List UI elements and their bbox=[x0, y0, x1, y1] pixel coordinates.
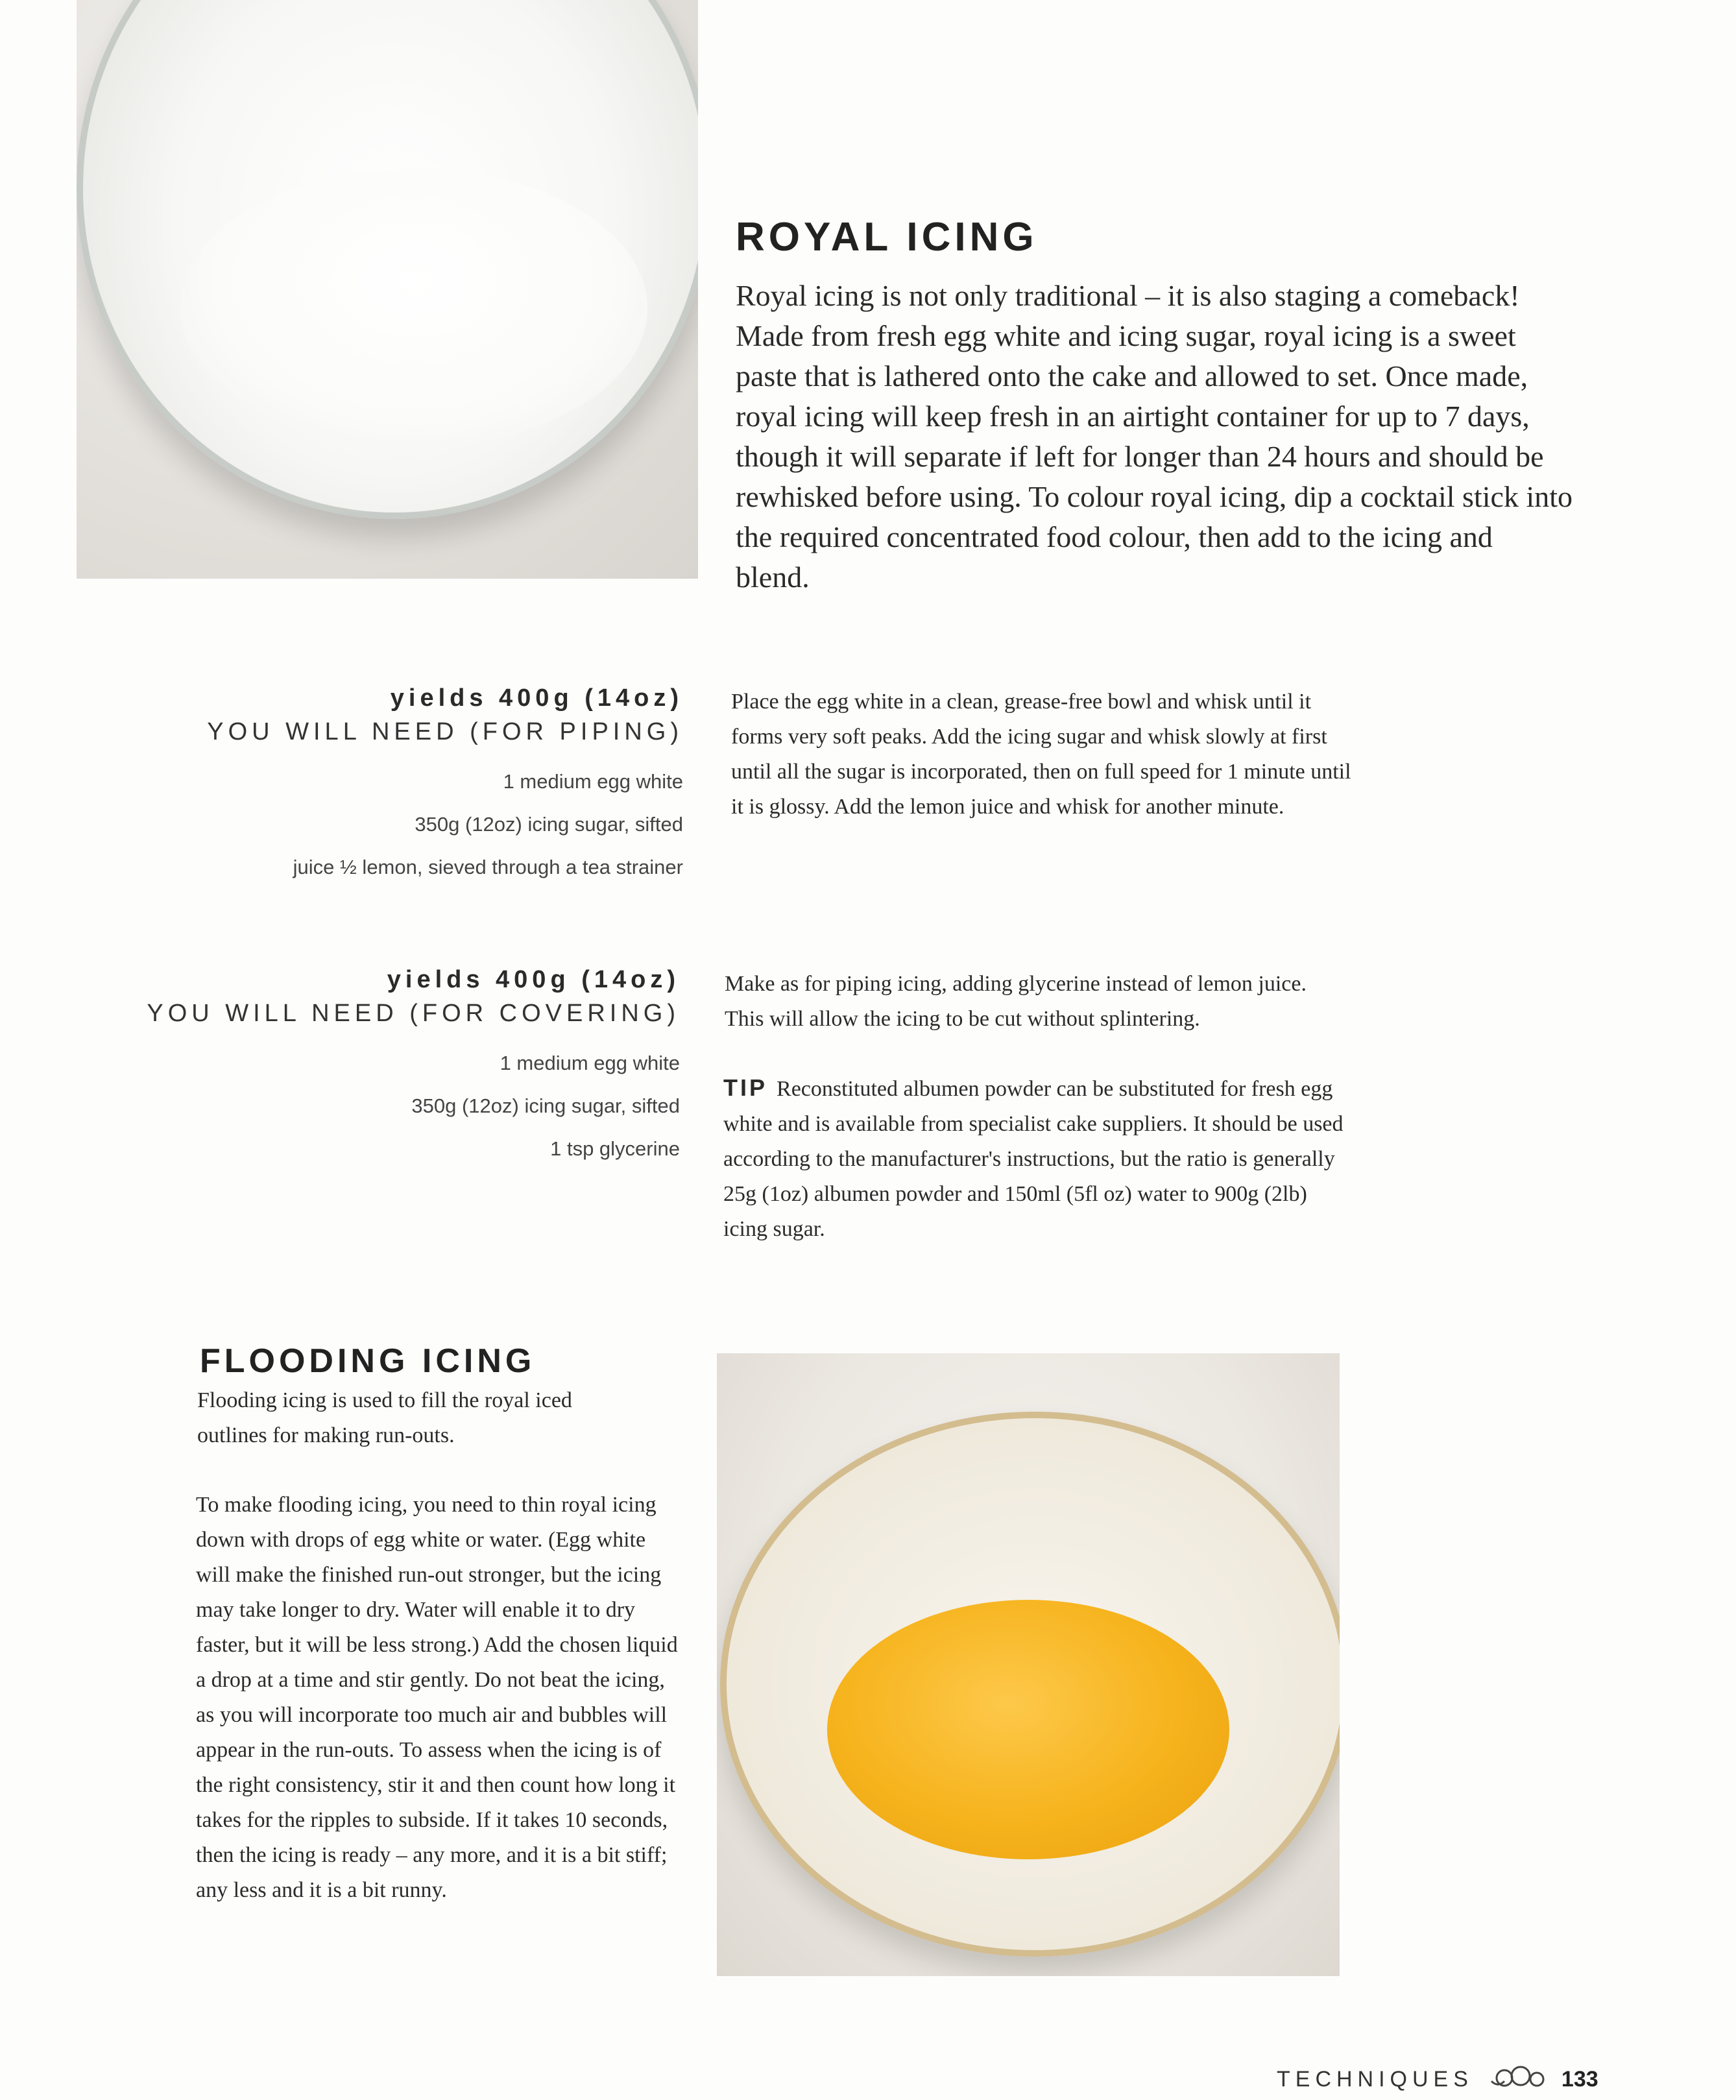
piping-spec bbox=[99, 681, 683, 889]
section-name: TECHNIQUES bbox=[1277, 2067, 1473, 2092]
ingredient: 350g (12oz) icing sugar, sifted bbox=[415, 813, 683, 836]
flooding-icing-photo bbox=[717, 1353, 1340, 1976]
royal-icing-intro: Royal icing is not only traditional – it is also staging a comeback! Made from fresh egg white and icing sugar, royal icing is a sweet paste that is lathered onto the cake and allowed to set. Once made, royal icing will keep fresh in an airtight container for up to 7 days, though it will separate if left for longer than 24 hours and should be rewhisked before using. To colour royal icing, dip a cocktail stick into the required concentrated food colour, then add to the icing and blend. bbox=[736, 279, 1573, 594]
covering-method: Make as for piping icing, adding glycerine instead of lemon juice. This will allow the icing to be cut without splintering. bbox=[725, 972, 1307, 1031]
tip-label: TIP bbox=[723, 1074, 768, 1101]
ingredient: 1 medium egg white bbox=[503, 770, 683, 793]
royal-icing-title: ROYAL ICING bbox=[736, 215, 1038, 259]
page-number: 133 bbox=[1561, 2067, 1598, 2092]
swirl-ornament-icon bbox=[1485, 2062, 1550, 2097]
white-royal-icing bbox=[180, 169, 647, 448]
ingredient: 1 medium egg white bbox=[500, 1052, 680, 1074]
covering-spec bbox=[31, 963, 680, 1170]
covering-yields: yields 400g (14oz) bbox=[387, 966, 680, 993]
ingredient: 1 tsp glycerine bbox=[550, 1137, 680, 1160]
flooding-icing-intro: Flooding icing is used to fill the royal iced outlines for making run-outs. bbox=[197, 1388, 572, 1447]
piping-method: Place the egg white in a clean, grease-free bowl and whisk until it forms very soft peaks. Add the icing sugar and whisk slowly at first until all the sugar is incorporated, then on full speed for 1 minute until it is glossy. Add the lemon juice and whisk for another minute. bbox=[731, 690, 1351, 819]
tip-text: Reconstituted albumen powder can be substituted for fresh egg white and is available from specialist cake suppliers. It should be used according to the manufacturer's instructions, but the ratio is generally 25g (1oz) albumen powder and 150ml (5fl oz) water to 900g (2lb) icing sugar. bbox=[723, 1077, 1344, 1241]
flooding-icing-title: FLOODING ICING bbox=[200, 1342, 536, 1380]
piping-yields: yields 400g (14oz) bbox=[390, 684, 683, 712]
tip-box bbox=[723, 1070, 1346, 1247]
ingredient: juice ½ lemon, sieved through a tea strainer bbox=[293, 856, 683, 878]
ingredient: 350g (12oz) icing sugar, sifted bbox=[411, 1094, 680, 1117]
covering-heading: YOU WILL NEED (FOR COVERING) bbox=[147, 1000, 680, 1027]
royal-icing-photo bbox=[77, 0, 698, 579]
flooding-icing-body: To make flooding icing, you need to thin royal icing down with drops of egg white or water. (Egg white will make the finished run-out stronger, but the icing may take longer to dry. Water will enable it to dry faster, but it will be less strong.) Add the chosen liquid a drop at a time and stir gently. Do not beat the icing, as you will incorporate too much air and bubbles will appear in the run-outs. To assess when the icing is of the right consistency, stir it and then count how long it takes for the ripples to subside. If it takes 10 seconds, then the icing is ready – any more, and it is a bit stiff; any less and it is a bit runny. bbox=[196, 1493, 678, 1902]
piping-heading: YOU WILL NEED (FOR PIPING) bbox=[207, 718, 683, 745]
page-footer bbox=[1277, 2062, 1598, 2097]
yellow-flooding-icing bbox=[827, 1600, 1229, 1859]
